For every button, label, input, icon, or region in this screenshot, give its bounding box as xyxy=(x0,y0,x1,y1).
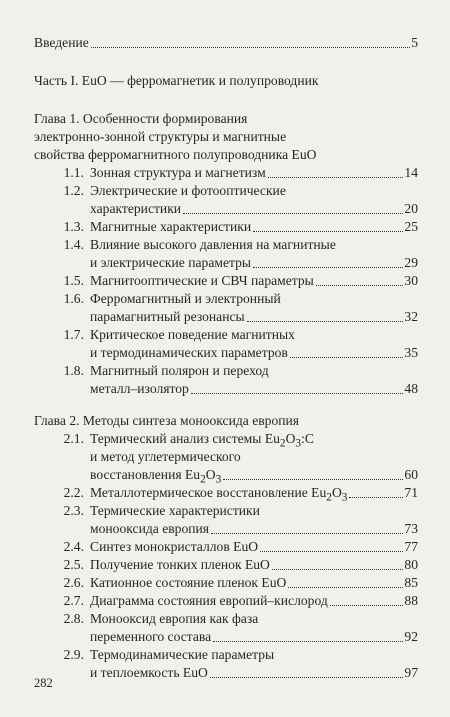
entry-title: Монооксид европия как фаза xyxy=(90,611,259,626)
leader-dots xyxy=(253,267,403,268)
section-number: 1.7. xyxy=(63,327,84,342)
section-number: 2.1. xyxy=(63,431,84,446)
entry-title: Магнитооптические и СВЧ параметры xyxy=(90,273,314,288)
entry-title: Ферромагнитный и электронный xyxy=(90,291,281,306)
entry-page: 48 xyxy=(404,381,418,396)
section-number: 2.9. xyxy=(63,647,84,662)
toc-entry-2-9-cont xyxy=(34,664,418,682)
chapter-title-line: Глава 1. Особенности формирования xyxy=(34,111,248,126)
toc-entry-2-9 xyxy=(34,646,418,664)
leader-dots xyxy=(253,231,403,232)
leader-dots xyxy=(191,393,404,394)
entry-page: 32 xyxy=(404,309,418,324)
entry-page: 29 xyxy=(404,255,418,270)
entry-title: Термический анализ системы $Eu_2O_3:C$ xyxy=(90,431,314,450)
section-number: 1.2. xyxy=(63,183,84,198)
entry-title: Влияние высокого давления на магнитные xyxy=(90,237,336,252)
leader-dots xyxy=(91,47,410,48)
section-number: 1.3. xyxy=(63,219,84,234)
leader-dots xyxy=(183,213,403,214)
toc-entry-1-2 xyxy=(34,182,418,200)
toc-entry-1-8-cont xyxy=(34,380,418,398)
entry-title: Электрические и фотооптические xyxy=(90,183,286,198)
entry-page: 80 xyxy=(404,557,418,572)
leader-dots xyxy=(211,533,403,534)
leader-dots xyxy=(290,357,404,358)
entry-page: 92 xyxy=(404,629,418,644)
entry-title: Критическое поведение магнитных xyxy=(90,327,295,342)
page-number: 282 xyxy=(34,676,53,690)
leader-dots xyxy=(213,641,403,642)
entry-page: 88 xyxy=(404,593,418,608)
toc-entry-2-8-cont xyxy=(34,628,418,646)
entry-title: Получение тонких пленок EuO xyxy=(90,557,270,572)
toc-entry-2-2 xyxy=(34,484,418,502)
entry-page: 35 xyxy=(404,345,418,360)
section-number: 1.6. xyxy=(63,291,84,306)
toc-entry-intro xyxy=(34,34,418,52)
section-number: 2.4. xyxy=(63,539,84,554)
entry-page: 5 xyxy=(411,35,418,50)
toc-entry-1-2-cont xyxy=(34,200,418,218)
section-number: 1.5. xyxy=(63,273,84,288)
entry-page: 20 xyxy=(404,201,418,216)
toc-entry-2-4 xyxy=(34,538,418,556)
toc-entry-1-4-cont xyxy=(34,254,418,272)
leader-dots xyxy=(247,321,404,322)
entry-title: Зонная структура и магнетизм xyxy=(90,165,266,180)
toc-entry-2-8 xyxy=(34,610,418,628)
toc-entry-2-1-cont2 xyxy=(34,466,418,484)
section-number: 1.1. xyxy=(63,165,84,180)
chapter-1-heading xyxy=(34,110,418,164)
leader-dots xyxy=(316,285,404,286)
entry-title: Термические характеристики xyxy=(90,503,260,518)
entry-title: восстановления $Eu_2O_3$ xyxy=(90,467,222,486)
entry-page: 14 xyxy=(404,165,418,180)
entry-page: 97 xyxy=(404,665,418,680)
leader-dots xyxy=(268,177,404,178)
entry-title: Магнитный полярон и переход xyxy=(90,363,269,378)
leader-dots xyxy=(260,551,403,552)
leader-dots xyxy=(288,587,403,588)
toc-entry-2-7 xyxy=(34,592,418,610)
entry-page: 73 xyxy=(404,521,418,536)
chapter-title-line: электронно-зонной структуры и магнитные xyxy=(34,129,287,144)
entry-title: Диаграмма состояния европий–кислород xyxy=(90,593,328,608)
toc-entry-2-6 xyxy=(34,574,418,592)
toc-entry-1-1 xyxy=(34,164,418,182)
toc-entry-1-4 xyxy=(34,236,418,254)
section-number: 2.7. xyxy=(63,593,84,608)
leader-dots xyxy=(272,569,404,570)
entry-title: Введение xyxy=(34,35,89,50)
leader-dots xyxy=(210,677,404,678)
toc-entry-1-8 xyxy=(34,362,418,380)
part-title: Часть I. EuO — ферромагнетик и полупроводник xyxy=(34,73,319,88)
leader-dots xyxy=(349,497,403,498)
entry-title: характеристики xyxy=(90,201,182,216)
entry-title: Металлотермическое восстановление $Eu_2O_3$ xyxy=(90,485,348,504)
entry-title: Магнитные характеристики xyxy=(90,219,252,234)
toc-entry-2-1-cont xyxy=(34,448,418,466)
part-heading xyxy=(34,72,418,90)
section-number: 2.3. xyxy=(63,503,84,518)
section-number: 2.2. xyxy=(63,485,84,500)
entry-title: и метод углетермического xyxy=(90,449,241,464)
entry-title: и электрические параметры xyxy=(90,255,252,270)
entry-title: и термодинамических параметров xyxy=(90,345,288,360)
section-number: 1.4. xyxy=(63,237,84,252)
toc-entry-2-3-cont xyxy=(34,520,418,538)
leader-dots xyxy=(330,605,404,606)
entry-page: 71 xyxy=(404,485,418,500)
chapter-title-line: свойства ферромагнитного полупроводника EuO xyxy=(34,147,317,162)
entry-title: переменного состава xyxy=(90,629,212,644)
entry-page: 30 xyxy=(404,273,418,288)
section-number: 2.8. xyxy=(63,611,84,626)
table-of-contents xyxy=(34,34,418,682)
entry-page: 85 xyxy=(404,575,418,590)
toc-entry-1-6 xyxy=(34,290,418,308)
section-number: 2.5. xyxy=(63,557,84,572)
toc-entry-1-7-cont xyxy=(34,344,418,362)
entry-title: металл–изолятор xyxy=(90,381,189,396)
entry-title: Термодинамические параметры xyxy=(90,647,275,662)
toc-entry-1-3 xyxy=(34,218,418,236)
section-number: 2.6. xyxy=(63,575,84,590)
entry-page: 60 xyxy=(404,467,418,482)
section-number: 1.8. xyxy=(63,363,84,378)
entry-page: 25 xyxy=(404,219,418,234)
toc-entry-1-6-cont xyxy=(34,308,418,326)
chapter-2-heading xyxy=(34,412,418,430)
toc-entry-1-7 xyxy=(34,326,418,344)
entry-title: Синтез монокристаллов EuO xyxy=(90,539,259,554)
entry-page: 77 xyxy=(404,539,418,554)
toc-entry-2-1 xyxy=(34,430,418,448)
entry-title: монооксида европия xyxy=(90,521,210,536)
entry-title: Катионное состояние пленок EuO xyxy=(90,575,287,590)
leader-dots xyxy=(223,479,403,480)
toc-entry-2-5 xyxy=(34,556,418,574)
entry-title: и теплоемкость EuO xyxy=(90,665,208,680)
toc-entry-1-5 xyxy=(34,272,418,290)
toc-entry-2-3 xyxy=(34,502,418,520)
entry-title: парамагнитный резонансы xyxy=(90,309,245,324)
chapter-title: Глава 2. Методы синтеза монооксида европия xyxy=(34,413,300,428)
